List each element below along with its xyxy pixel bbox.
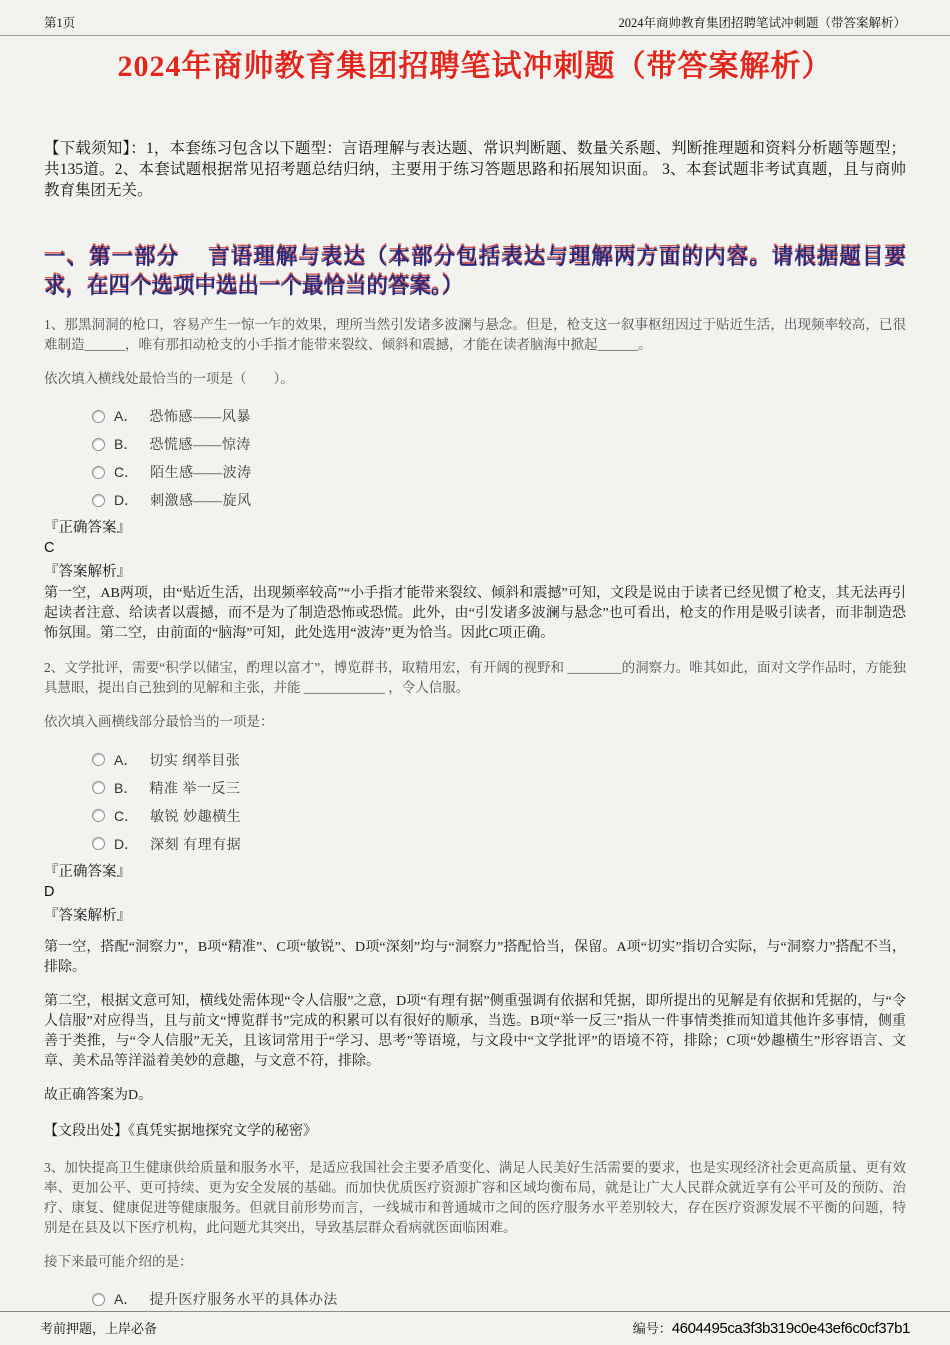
- correct-answer-label: 『正确答案』: [44, 520, 131, 536]
- radio-button[interactable]: [92, 837, 105, 850]
- question-1: [44, 315, 906, 644]
- options-list: [92, 402, 906, 514]
- option-row: [92, 430, 906, 458]
- option-row: [92, 746, 906, 774]
- correct-answer-label: 『正确答案』: [44, 863, 131, 880]
- radio-button[interactable]: [92, 781, 105, 794]
- question-stem: 2、文学批评，需要“积学以储宝，酌理以富才”，博览群书，取精用宏，有开阔的视野和 ________的洞察力。唯其如此，面对文学作品时，方能独具慧眼，提出自己独到的见解和主张，并能 ____________ ，令人信服。: [44, 660, 906, 695]
- radio-button[interactable]: [92, 466, 105, 479]
- question-stem: 1、那黑洞洞的枪口，容易产生一惊一乍的效果，理所当然引发诸多波澜与悬念。但是，枪支这一叙事枢纽因过于贴近生活，出现频率较高，已很难制造______，唯有那扣动枪支的小手指才能带来裂纹、倾斜和震撼，才能在读者脑海中掀起______。: [44, 317, 906, 352]
- download-notice: 【下载须知】：1，本套练习包含以下题型：言语理解与表达题、常识判断题、数量关系题、判断推理题和资料分析题等题型；共135道。2、本套试题根据常见招考题总结归纳，主要用于练习答题思路和拓展知识面。 3、本套试题非考试真题，且与商帅教育集团无关。: [44, 140, 906, 199]
- option-row: [92, 402, 906, 430]
- option-text: 敏锐 妙趣横生: [150, 809, 242, 825]
- option-letter: C．: [114, 807, 139, 824]
- correct-answer-value: C: [44, 540, 55, 556]
- option-text: 陌生感——波涛: [150, 466, 252, 481]
- question-prompt: 接下来最可能介绍的是：: [44, 1253, 193, 1269]
- option-row: [92, 458, 906, 486]
- option-letter: A．: [114, 1291, 138, 1307]
- radio-button[interactable]: [92, 494, 105, 507]
- footer-slogan: 考前押题，上岸必备: [40, 1321, 158, 1336]
- analysis-paragraph: 第一空，AB两项，由“贴近生活，出现频率较高”“小手指才能带来裂纹、倾斜和震撼”可知，文段是说由于读者已经见惯了枪支，其无法再引起读者注意、给读者以震撼，而不是为了制造恐怖或恐慌。此外，由“引发诸多波澜与悬念”也可看出，枪支的作用是吸引读者，而非制造恐怖氛围。第二空，由前面的“脑海”可知，此处选用“波涛”更为恰当。因此C项正确。: [44, 586, 906, 641]
- option-letter: D．: [114, 492, 139, 508]
- option-letter: B．: [114, 779, 138, 796]
- option-letter: D．: [114, 835, 139, 852]
- options-list: [92, 746, 906, 858]
- radio-button[interactable]: [92, 809, 105, 822]
- option-letter: C．: [114, 464, 139, 480]
- analysis-paragraph: 第二空，根据文意可知，横线处需体现“令人信服”之意，D项“有理有据”侧重强调有依据和凭据，即所提出的见解是有依据和凭据的，与“令人信服”对应得当，且与前文“博览群书”完成的积累可以有很好的顺承，当选。B项“举一反三”指从一件事情类推而知道其他许多事情，侧重善于类推，与“令人信服”无关，且该词常用于“学习、思考”等语境，与文段中“文学批评”的语境不符，排除；C项“妙趣横生”形容语言、文章、美术品等洋溢着美妙的意趣，与文意不符，排除。: [44, 993, 906, 1069]
- option-text: 刺激感——旋风: [150, 494, 252, 509]
- option-row: [92, 830, 906, 858]
- analysis-paragraph: 第一空，搭配“洞察力”，B项“精准”、C项“敏锐”、D项“深刻”均与“洞察力”搭配恰当，保留。A项“切实”指切合实际，与“洞察力”搭配不当，排除。: [44, 939, 906, 975]
- option-text: 提升医疗服务水平的具体办法: [149, 1293, 338, 1308]
- option-row: [92, 774, 906, 802]
- options-list: [92, 1285, 906, 1313]
- header-page-number: 第1页: [44, 16, 76, 30]
- passage-source: 【文段出处】《真凭实据地探究文学的秘密》: [44, 1123, 317, 1139]
- analysis-conclusion: 故正确答案为D。: [44, 1087, 153, 1103]
- question-2: [44, 658, 906, 1142]
- serial-label: 编号：: [632, 1321, 672, 1336]
- radio-button[interactable]: [92, 410, 105, 423]
- option-text: 切实 纲举目张: [149, 753, 241, 769]
- radio-button[interactable]: [92, 1293, 105, 1306]
- question-stem: 3、加快提高卫生健康供给质量和服务水平，是适应我国社会主要矛盾变化、满足人民美好生活需要的要求，也是实现经济社会更高质量、更有效率、更加公平、更可持续、更为安全发展的基础。而加快优质医疗资源扩容和区域均衡布局，就是让广大人民群众就近享有公平可及的预防、治疗、康复、健康促进等健康服务。但就目前形势而言，一线城市和普通城市之间的医疗服务水平差别较大，存在医疗资源发展不平衡的问题，特别是在县及以下医疗机构，此问题尤其突出，导致基层群众看病就医面临困难。: [44, 1159, 906, 1235]
- option-text: 恐慌感——惊涛: [149, 438, 251, 453]
- page-header: [0, 0, 950, 36]
- footer-serial: [633, 1318, 910, 1337]
- option-letter: A．: [114, 408, 138, 424]
- answer-analysis-label: 『答案解析』: [44, 564, 131, 580]
- page-footer: [0, 1311, 950, 1337]
- correct-answer-value: D: [44, 883, 55, 900]
- section-heading: 一、第一部分 言语理解与表达（本部分包括表达与理解两方面的内容。请根据题目要求，在四个选项中选出一个最恰当的答案。）: [44, 245, 906, 298]
- serial-value: 4604495ca3f3b319c0e43ef6c0cf37b1: [671, 1320, 910, 1337]
- option-letter: B．: [114, 436, 138, 452]
- option-text: 精准 举一反三: [149, 781, 241, 797]
- page-title: 2024年商帅教育集团招聘笔试冲刺题（带答案解析）: [117, 50, 833, 83]
- option-row: [92, 486, 906, 514]
- header-doc-title: 2024年商帅教育集团招聘笔试冲刺题（带答案解析）: [618, 16, 906, 30]
- option-letter: A．: [114, 751, 138, 768]
- question-prompt: 依次填入横线处最恰当的一项是（ ）。: [44, 370, 294, 386]
- answer-analysis-label: 『答案解析』: [44, 907, 131, 924]
- option-row: [92, 802, 906, 830]
- question-prompt: 依次填入画横线部分最恰当的一项是：: [44, 714, 274, 729]
- radio-button[interactable]: [92, 438, 105, 451]
- radio-button[interactable]: [92, 753, 105, 766]
- question-3: [44, 1158, 906, 1314]
- option-text: 深刻 有理有据: [150, 837, 242, 853]
- option-row: [92, 1285, 906, 1313]
- option-text: 恐怖感——风暴: [149, 410, 251, 425]
